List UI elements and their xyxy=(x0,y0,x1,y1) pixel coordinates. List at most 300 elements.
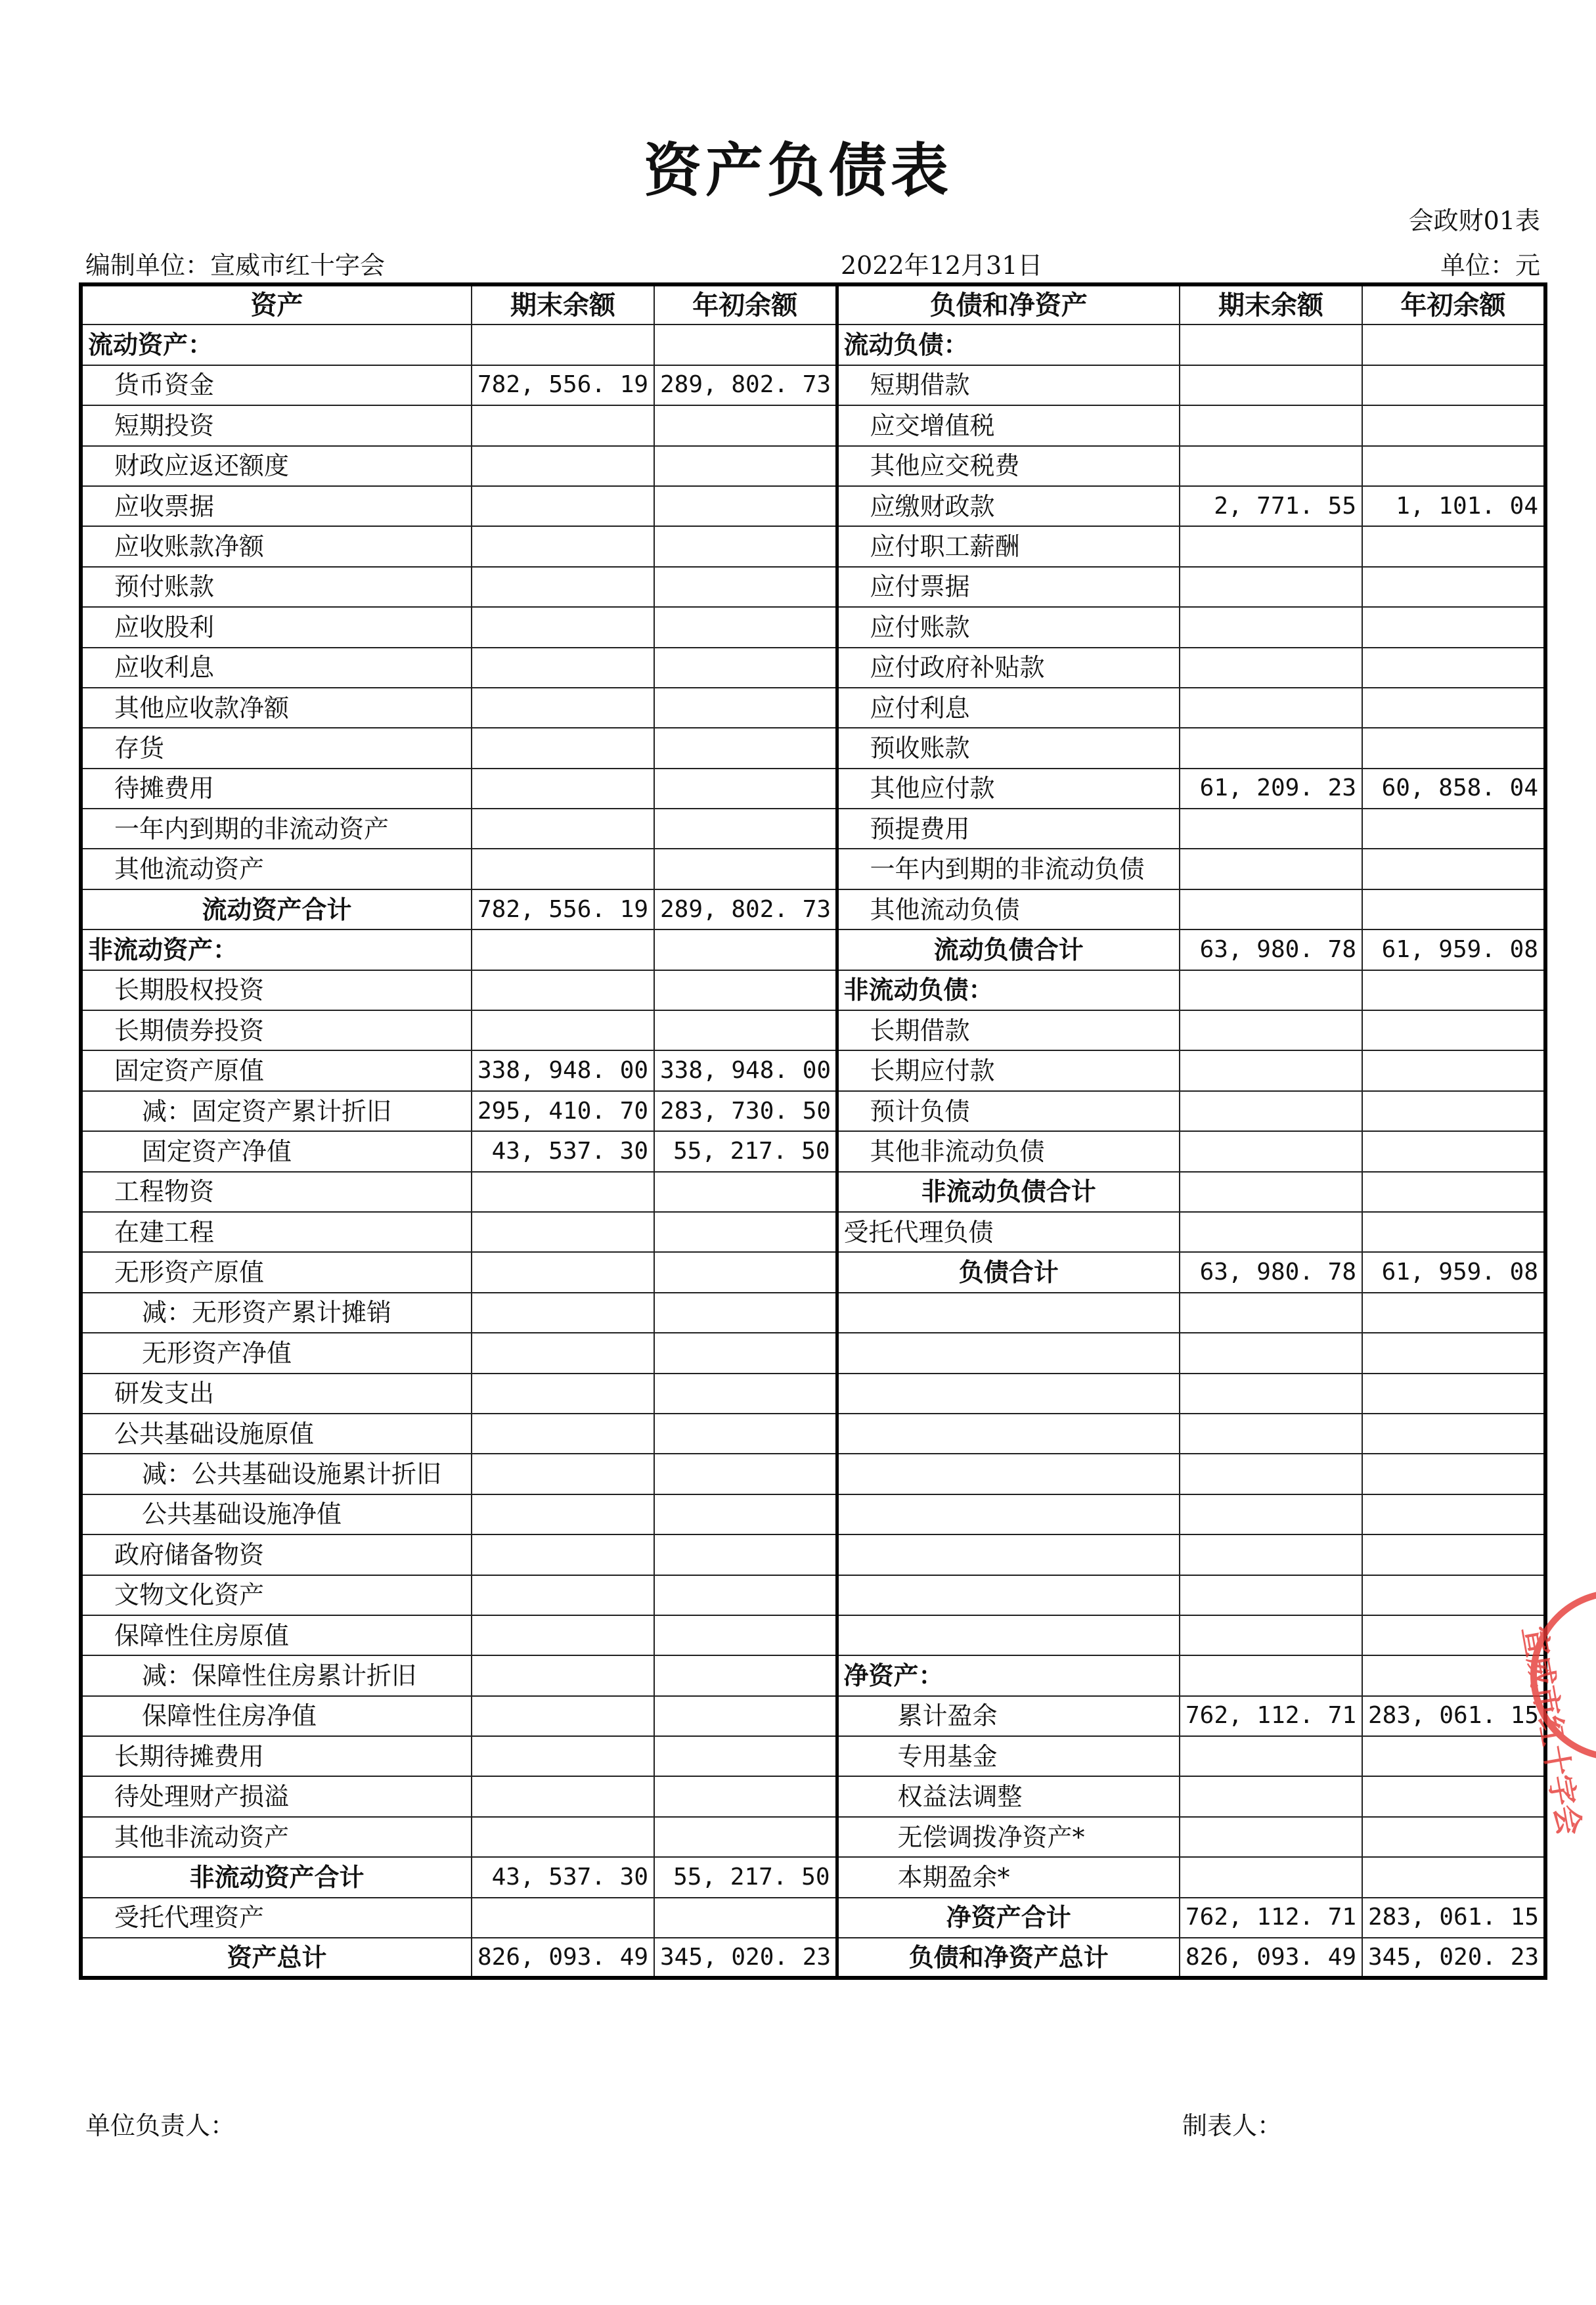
liab-begin-balance-cell xyxy=(1362,1172,1545,1212)
header-asset-end-balance: 期末余额 xyxy=(472,284,654,324)
table-row xyxy=(81,486,1545,526)
liab-begin-balance-cell xyxy=(1362,889,1545,929)
liability-item-cell xyxy=(837,1534,1180,1575)
header-liab-begin-balance: 年初余额 xyxy=(1362,284,1545,324)
asset-item-cell: 在建工程 xyxy=(81,1212,472,1252)
table-row xyxy=(81,607,1545,647)
liab-begin-balance-cell xyxy=(1362,1494,1545,1534)
liability-item-cell: 应付政府补贴款 xyxy=(837,648,1180,688)
liability-item-cell: 应付票据 xyxy=(837,567,1180,607)
table-row xyxy=(81,1938,1545,1978)
table-row xyxy=(81,1212,1545,1252)
asset-end-balance-cell xyxy=(472,849,654,889)
asset-item-cell: 非流动资产合计 xyxy=(81,1857,472,1897)
liab-end-balance-cell xyxy=(1180,1091,1362,1131)
asset-begin-balance-cell xyxy=(654,1615,837,1655)
asset-end-balance-cell xyxy=(472,1212,654,1252)
liability-item-cell: 专用基金 xyxy=(837,1736,1180,1776)
asset-item-cell: 减：无形资产累计摊销 xyxy=(81,1293,472,1333)
preparing-unit: 编制单位：宣威市红十字会 xyxy=(85,251,386,280)
asset-begin-balance-cell xyxy=(654,1010,837,1050)
liab-begin-balance-cell xyxy=(1362,607,1545,647)
liab-begin-balance-cell: 345, 020. 23 xyxy=(1362,1938,1545,1978)
liab-end-balance-cell: 826, 093. 49 xyxy=(1180,1938,1362,1978)
header-liabilities: 负债和净资产 xyxy=(837,284,1180,324)
liability-item-cell: 受托代理负债 xyxy=(837,1212,1180,1252)
liab-end-balance-cell xyxy=(1180,1454,1362,1494)
table-row xyxy=(81,405,1545,445)
liab-begin-balance-cell xyxy=(1362,1212,1545,1252)
asset-end-balance-cell: 338, 948. 00 xyxy=(472,1050,654,1090)
table-header-row xyxy=(81,284,1545,324)
table-row xyxy=(81,1131,1545,1171)
asset-end-balance-cell xyxy=(472,1534,654,1575)
liab-end-balance-cell xyxy=(1180,688,1362,728)
liab-begin-balance-cell xyxy=(1362,1454,1545,1494)
table-row xyxy=(81,1898,1545,1938)
asset-item-cell: 待处理财产损溢 xyxy=(81,1776,472,1816)
asset-begin-balance-cell xyxy=(654,970,837,1010)
liab-begin-balance-cell xyxy=(1362,1575,1545,1615)
asset-end-balance-cell xyxy=(472,1374,654,1414)
asset-item-cell: 应收利息 xyxy=(81,648,472,688)
liability-item-cell: 一年内到期的非流动负债 xyxy=(837,849,1180,889)
liability-item-cell: 其他流动负债 xyxy=(837,889,1180,929)
asset-item-cell: 研发支出 xyxy=(81,1374,472,1414)
table-row xyxy=(81,970,1545,1010)
liab-end-balance-cell xyxy=(1180,1857,1362,1897)
asset-end-balance-cell: 295, 410. 70 xyxy=(472,1091,654,1131)
liab-begin-balance-cell xyxy=(1362,1534,1545,1575)
liab-begin-balance-cell xyxy=(1362,849,1545,889)
asset-item-cell: 政府储备物资 xyxy=(81,1534,472,1575)
asset-end-balance-cell: 782, 556. 19 xyxy=(472,365,654,405)
asset-item-cell: 固定资产原值 xyxy=(81,1050,472,1090)
table-row xyxy=(81,1293,1545,1333)
asset-end-balance-cell: 826, 093. 49 xyxy=(472,1938,654,1978)
liability-item-cell: 负债合计 xyxy=(837,1252,1180,1292)
liab-end-balance-cell xyxy=(1180,1131,1362,1171)
asset-item-cell: 文物文化资产 xyxy=(81,1575,472,1615)
asset-begin-balance-cell xyxy=(654,1252,837,1292)
liability-item-cell: 负债和净资产总计 xyxy=(837,1938,1180,1978)
liability-item-cell xyxy=(837,1333,1180,1373)
liability-item-cell: 预提费用 xyxy=(837,809,1180,849)
asset-end-balance-cell xyxy=(472,1655,654,1695)
asset-item-cell: 存货 xyxy=(81,728,472,768)
asset-item-cell: 减：公共基础设施累计折旧 xyxy=(81,1454,472,1494)
asset-begin-balance-cell xyxy=(654,1414,837,1454)
table-row xyxy=(81,849,1545,889)
table-row xyxy=(81,1615,1545,1655)
asset-end-balance-cell xyxy=(472,324,654,365)
asset-begin-balance-cell xyxy=(654,1494,837,1534)
unit-head-label: 单位负责人： xyxy=(85,2111,236,2140)
asset-item-cell: 资产总计 xyxy=(81,1938,472,1978)
asset-end-balance-cell xyxy=(472,1494,654,1534)
liab-begin-balance-cell: 1, 101. 04 xyxy=(1362,486,1545,526)
liab-begin-balance-cell xyxy=(1362,1374,1545,1414)
asset-end-balance-cell xyxy=(472,526,654,566)
liab-begin-balance-cell xyxy=(1362,1050,1545,1090)
liab-end-balance-cell xyxy=(1180,567,1362,607)
liab-end-balance-cell xyxy=(1180,1374,1362,1414)
liab-begin-balance-cell xyxy=(1362,1655,1545,1695)
liability-item-cell: 非流动负债： xyxy=(837,970,1180,1010)
liability-item-cell: 应付职工薪酬 xyxy=(837,526,1180,566)
asset-begin-balance-cell xyxy=(654,1374,837,1414)
liability-item-cell xyxy=(837,1575,1180,1615)
asset-item-cell: 其他流动资产 xyxy=(81,849,472,889)
liability-item-cell: 本期盈余* xyxy=(837,1857,1180,1897)
liab-end-balance-cell xyxy=(1180,1655,1362,1695)
asset-end-balance-cell: 43, 537. 30 xyxy=(472,1131,654,1171)
asset-begin-balance-cell xyxy=(654,486,837,526)
liab-end-balance-cell xyxy=(1180,1776,1362,1816)
liability-item-cell: 预计负债 xyxy=(837,1091,1180,1131)
report-date: 2022年12月31日 xyxy=(841,251,1043,280)
liability-item-cell: 应付利息 xyxy=(837,688,1180,728)
asset-end-balance-cell xyxy=(472,1172,654,1212)
asset-begin-balance-cell xyxy=(654,1736,837,1776)
asset-begin-balance-cell: 289, 802. 73 xyxy=(654,889,837,929)
asset-end-balance-cell xyxy=(472,1454,654,1494)
asset-begin-balance-cell: 345, 020. 23 xyxy=(654,1938,837,1978)
asset-item-cell: 流动资产合计 xyxy=(81,889,472,929)
liab-end-balance-cell xyxy=(1180,889,1362,929)
liab-end-balance-cell xyxy=(1180,849,1362,889)
asset-begin-balance-cell xyxy=(654,567,837,607)
currency-unit: 单位：元 xyxy=(1440,251,1540,280)
liab-end-balance-cell xyxy=(1180,1736,1362,1776)
asset-begin-balance-cell xyxy=(654,1575,837,1615)
header-asset-begin-balance: 年初余额 xyxy=(654,284,837,324)
table-row xyxy=(81,728,1545,768)
asset-begin-balance-cell: 283, 730. 50 xyxy=(654,1091,837,1131)
liab-end-balance-cell xyxy=(1180,648,1362,688)
asset-end-balance-cell xyxy=(472,1615,654,1655)
liability-item-cell: 预收账款 xyxy=(837,728,1180,768)
asset-item-cell: 一年内到期的非流动资产 xyxy=(81,809,472,849)
liab-begin-balance-cell xyxy=(1362,1131,1545,1171)
liab-end-balance-cell xyxy=(1180,607,1362,647)
liab-begin-balance-cell xyxy=(1362,526,1545,566)
asset-begin-balance-cell xyxy=(654,1454,837,1494)
liability-item-cell xyxy=(837,1615,1180,1655)
asset-begin-balance-cell xyxy=(654,1212,837,1252)
table-row xyxy=(81,1414,1545,1454)
asset-item-cell: 无形资产原值 xyxy=(81,1252,472,1292)
liability-item-cell xyxy=(837,1494,1180,1534)
liab-end-balance-cell: 63, 980. 78 xyxy=(1180,1252,1362,1292)
asset-begin-balance-cell xyxy=(654,1817,837,1857)
table-row xyxy=(81,1534,1545,1575)
asset-begin-balance-cell xyxy=(654,849,837,889)
asset-end-balance-cell xyxy=(472,728,654,768)
asset-item-cell: 货币资金 xyxy=(81,365,472,405)
page-title: 资产负债表 xyxy=(643,136,952,204)
asset-item-cell: 保障性住房净值 xyxy=(81,1696,472,1736)
asset-end-balance-cell xyxy=(472,1010,654,1050)
table-row xyxy=(81,1696,1545,1736)
table-row xyxy=(81,1655,1545,1695)
asset-item-cell: 其他非流动资产 xyxy=(81,1817,472,1857)
table-row xyxy=(81,1454,1545,1494)
liability-item-cell: 短期借款 xyxy=(837,365,1180,405)
table-row xyxy=(81,1050,1545,1090)
liability-item-cell: 应付账款 xyxy=(837,607,1180,647)
liability-item-cell: 长期应付款 xyxy=(837,1050,1180,1090)
liab-end-balance-cell xyxy=(1180,1575,1362,1615)
table-row xyxy=(81,1817,1545,1857)
liability-item-cell xyxy=(837,1454,1180,1494)
asset-end-balance-cell xyxy=(472,1817,654,1857)
table-row xyxy=(81,769,1545,809)
liab-begin-balance-cell: 283, 061. 15 xyxy=(1362,1696,1545,1736)
table-row xyxy=(81,1374,1545,1414)
liab-end-balance-cell: 762, 112. 71 xyxy=(1180,1696,1362,1736)
asset-end-balance-cell xyxy=(472,1575,654,1615)
liability-item-cell: 应交增值税 xyxy=(837,405,1180,445)
asset-end-balance-cell xyxy=(472,446,654,486)
liability-item-cell: 其他应交税费 xyxy=(837,446,1180,486)
asset-end-balance-cell xyxy=(472,405,654,445)
seal-text: 宣威市红十字会 xyxy=(1515,1623,1588,1839)
header-assets: 资产 xyxy=(81,284,472,324)
asset-begin-balance-cell xyxy=(654,1172,837,1212)
liability-item-cell: 无偿调拨净资产* xyxy=(837,1817,1180,1857)
asset-begin-balance-cell xyxy=(654,324,837,365)
table-row xyxy=(81,324,1545,365)
asset-item-cell: 非流动资产： xyxy=(81,929,472,970)
liability-item-cell: 流动负债合计 xyxy=(837,929,1180,970)
asset-begin-balance-cell xyxy=(654,446,837,486)
asset-end-balance-cell xyxy=(472,1293,654,1333)
table-row xyxy=(81,1736,1545,1776)
asset-begin-balance-cell xyxy=(654,1776,837,1816)
asset-begin-balance-cell xyxy=(654,1696,837,1736)
asset-begin-balance-cell xyxy=(654,809,837,849)
liability-item-cell: 流动负债： xyxy=(837,324,1180,365)
liab-begin-balance-cell xyxy=(1362,688,1545,728)
table-row xyxy=(81,929,1545,970)
asset-end-balance-cell xyxy=(472,567,654,607)
liab-begin-balance-cell: 283, 061. 15 xyxy=(1362,1898,1545,1938)
liab-begin-balance-cell xyxy=(1362,728,1545,768)
balance-sheet-table xyxy=(79,282,1547,1980)
asset-begin-balance-cell xyxy=(654,1293,837,1333)
asset-begin-balance-cell: 289, 802. 73 xyxy=(654,365,837,405)
asset-end-balance-cell xyxy=(472,970,654,1010)
liab-end-balance-cell xyxy=(1180,324,1362,365)
asset-end-balance-cell xyxy=(472,769,654,809)
liab-end-balance-cell: 61, 209. 23 xyxy=(1180,769,1362,809)
asset-end-balance-cell xyxy=(472,809,654,849)
asset-item-cell: 公共基础设施净值 xyxy=(81,1494,472,1534)
table-row xyxy=(81,1252,1545,1292)
table-row xyxy=(81,1575,1545,1615)
asset-item-cell: 长期股权投资 xyxy=(81,970,472,1010)
liab-end-balance-cell xyxy=(1180,1414,1362,1454)
asset-item-cell: 财政应返还额度 xyxy=(81,446,472,486)
asset-begin-balance-cell: 55, 217. 50 xyxy=(654,1857,837,1897)
liab-begin-balance-cell xyxy=(1362,648,1545,688)
asset-end-balance-cell xyxy=(472,1898,654,1938)
asset-begin-balance-cell xyxy=(654,1333,837,1373)
liability-item-cell: 累计盈余 xyxy=(837,1696,1180,1736)
liab-end-balance-cell xyxy=(1180,405,1362,445)
liab-end-balance-cell xyxy=(1180,1212,1362,1252)
table-row xyxy=(81,1091,1545,1131)
liab-end-balance-cell xyxy=(1180,728,1362,768)
asset-end-balance-cell xyxy=(472,1414,654,1454)
liab-end-balance-cell xyxy=(1180,365,1362,405)
asset-item-cell: 其他应收款净额 xyxy=(81,688,472,728)
asset-item-cell: 工程物资 xyxy=(81,1172,472,1212)
liab-end-balance-cell xyxy=(1180,1333,1362,1373)
liability-item-cell xyxy=(837,1293,1180,1333)
liab-begin-balance-cell xyxy=(1362,405,1545,445)
liab-end-balance-cell xyxy=(1180,1494,1362,1534)
asset-begin-balance-cell xyxy=(654,648,837,688)
table-row xyxy=(81,648,1545,688)
asset-begin-balance-cell xyxy=(654,1534,837,1575)
asset-begin-balance-cell xyxy=(654,1898,837,1938)
asset-item-cell: 长期待摊费用 xyxy=(81,1736,472,1776)
table-row xyxy=(81,688,1545,728)
liab-end-balance-cell xyxy=(1180,1050,1362,1090)
liab-end-balance-cell xyxy=(1180,526,1362,566)
table-row xyxy=(81,1333,1545,1373)
liability-item-cell xyxy=(837,1374,1180,1414)
asset-item-cell: 预付账款 xyxy=(81,567,472,607)
asset-item-cell: 保障性住房原值 xyxy=(81,1615,472,1655)
asset-begin-balance-cell xyxy=(654,607,837,647)
header-liab-end-balance: 期末余额 xyxy=(1180,284,1362,324)
liability-item-cell: 应缴财政款 xyxy=(837,486,1180,526)
table-row xyxy=(81,1494,1545,1534)
liab-end-balance-cell xyxy=(1180,1293,1362,1333)
asset-item-cell: 流动资产： xyxy=(81,324,472,365)
liab-end-balance-cell: 2, 771. 55 xyxy=(1180,486,1362,526)
table-row xyxy=(81,1776,1545,1816)
table-row xyxy=(81,446,1545,486)
liab-begin-balance-cell xyxy=(1362,1091,1545,1131)
asset-item-cell: 减：保障性住房累计折旧 xyxy=(81,1655,472,1695)
asset-item-cell: 固定资产净值 xyxy=(81,1131,472,1171)
liability-item-cell: 净资产： xyxy=(837,1655,1180,1695)
liab-begin-balance-cell xyxy=(1362,1333,1545,1373)
form-code: 会政财01表 xyxy=(1408,206,1540,235)
asset-begin-balance-cell: 338, 948. 00 xyxy=(654,1050,837,1090)
liab-end-balance-cell xyxy=(1180,1817,1362,1857)
asset-end-balance-cell: 43, 537. 30 xyxy=(472,1857,654,1897)
asset-end-balance-cell xyxy=(472,1333,654,1373)
asset-end-balance-cell xyxy=(472,607,654,647)
liab-begin-balance-cell xyxy=(1362,1010,1545,1050)
liab-begin-balance-cell xyxy=(1362,1857,1545,1897)
asset-begin-balance-cell xyxy=(654,728,837,768)
asset-item-cell: 无形资产净值 xyxy=(81,1333,472,1373)
asset-end-balance-cell xyxy=(472,486,654,526)
table-row xyxy=(81,809,1545,849)
asset-item-cell: 减：固定资产累计折旧 xyxy=(81,1091,472,1131)
asset-item-cell: 公共基础设施原值 xyxy=(81,1414,472,1454)
liab-end-balance-cell: 762, 112. 71 xyxy=(1180,1898,1362,1938)
asset-end-balance-cell xyxy=(472,1776,654,1816)
liab-end-balance-cell xyxy=(1180,1172,1362,1212)
asset-begin-balance-cell xyxy=(654,526,837,566)
table-row xyxy=(81,526,1545,566)
liab-begin-balance-cell: 60, 858. 04 xyxy=(1362,769,1545,809)
liab-begin-balance-cell xyxy=(1362,1414,1545,1454)
asset-begin-balance-cell xyxy=(654,769,837,809)
liab-end-balance-cell: 63, 980. 78 xyxy=(1180,929,1362,970)
asset-item-cell: 短期投资 xyxy=(81,405,472,445)
liab-begin-balance-cell xyxy=(1362,365,1545,405)
liability-item-cell: 净资产合计 xyxy=(837,1898,1180,1938)
asset-end-balance-cell xyxy=(472,929,654,970)
liab-begin-balance-cell xyxy=(1362,567,1545,607)
asset-end-balance-cell xyxy=(472,1696,654,1736)
asset-item-cell: 受托代理资产 xyxy=(81,1898,472,1938)
liab-end-balance-cell xyxy=(1180,970,1362,1010)
asset-begin-balance-cell xyxy=(654,1655,837,1695)
liab-begin-balance-cell xyxy=(1362,1736,1545,1776)
liab-end-balance-cell xyxy=(1180,1615,1362,1655)
liab-begin-balance-cell xyxy=(1362,1293,1545,1333)
liability-item-cell: 非流动负债合计 xyxy=(837,1172,1180,1212)
asset-end-balance-cell: 782, 556. 19 xyxy=(472,889,654,929)
liab-begin-balance-cell xyxy=(1362,324,1545,365)
asset-item-cell: 长期债券投资 xyxy=(81,1010,472,1050)
liab-end-balance-cell xyxy=(1180,1534,1362,1575)
liab-begin-balance-cell xyxy=(1362,1776,1545,1816)
liability-item-cell: 其他应付款 xyxy=(837,769,1180,809)
preparer-label: 制表人： xyxy=(1182,2111,1283,2140)
table-row xyxy=(81,889,1545,929)
table-row xyxy=(81,1857,1545,1897)
liab-begin-balance-cell xyxy=(1362,446,1545,486)
asset-begin-balance-cell xyxy=(654,929,837,970)
asset-end-balance-cell xyxy=(472,648,654,688)
liab-end-balance-cell xyxy=(1180,446,1362,486)
liability-item-cell: 其他非流动负债 xyxy=(837,1131,1180,1171)
liab-begin-balance-cell xyxy=(1362,809,1545,849)
liab-begin-balance-cell: 61, 959. 08 xyxy=(1362,929,1545,970)
liab-begin-balance-cell: 61, 959. 08 xyxy=(1362,1252,1545,1292)
table-row xyxy=(81,567,1545,607)
asset-item-cell: 应收账款净额 xyxy=(81,526,472,566)
asset-begin-balance-cell xyxy=(654,688,837,728)
asset-begin-balance-cell: 55, 217. 50 xyxy=(654,1131,837,1171)
asset-begin-balance-cell xyxy=(654,405,837,445)
liability-item-cell: 长期借款 xyxy=(837,1010,1180,1050)
liab-begin-balance-cell xyxy=(1362,970,1545,1010)
asset-item-cell: 应收票据 xyxy=(81,486,472,526)
asset-item-cell: 应收股利 xyxy=(81,607,472,647)
liab-end-balance-cell xyxy=(1180,1010,1362,1050)
liab-begin-balance-cell xyxy=(1362,1817,1545,1857)
liability-item-cell: 权益法调整 xyxy=(837,1776,1180,1816)
asset-item-cell: 待摊费用 xyxy=(81,769,472,809)
table-row xyxy=(81,365,1545,405)
liab-end-balance-cell xyxy=(1180,809,1362,849)
asset-end-balance-cell xyxy=(472,1252,654,1292)
asset-end-balance-cell xyxy=(472,1736,654,1776)
liability-item-cell xyxy=(837,1414,1180,1454)
table-row xyxy=(81,1172,1545,1212)
